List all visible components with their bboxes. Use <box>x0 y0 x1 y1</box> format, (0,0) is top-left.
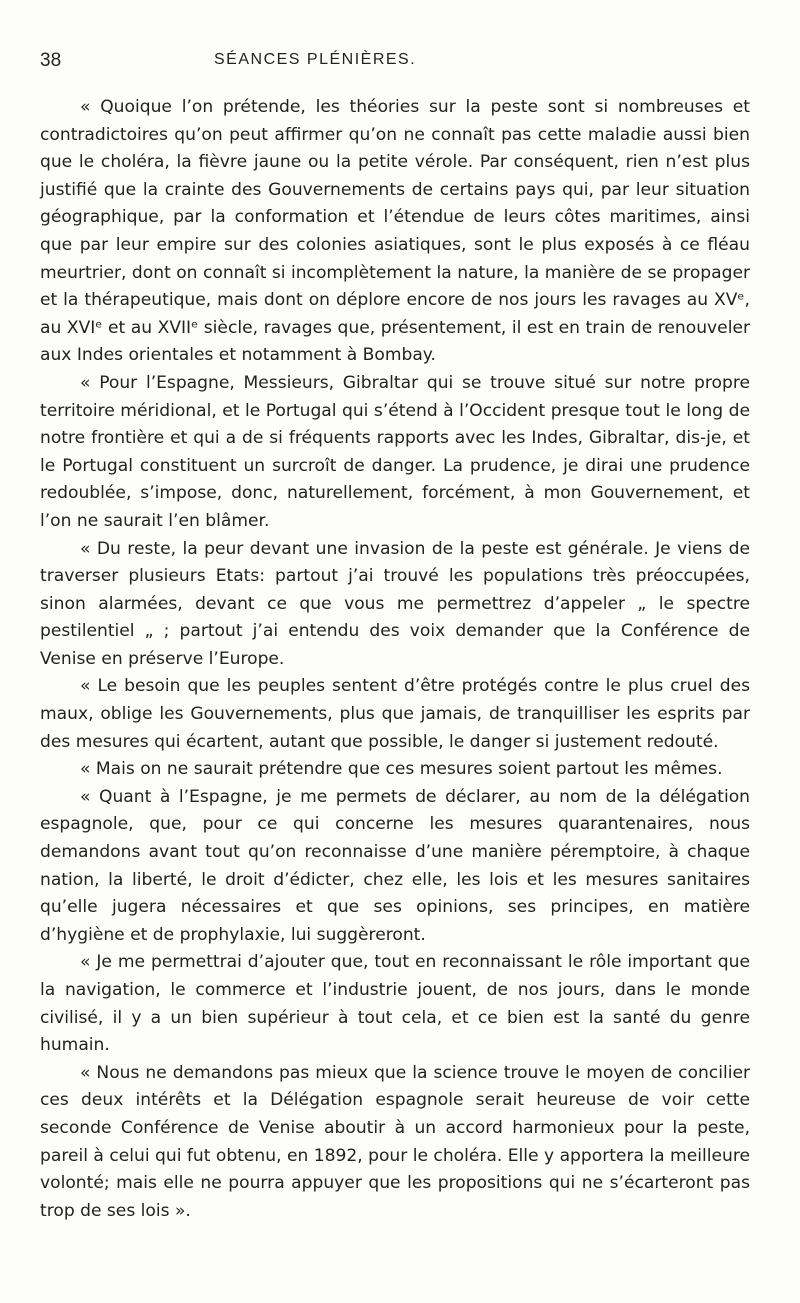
paragraph: « Mais on ne saurait prétendre que ces mesures soient partout les mêmes. <box>80 759 723 780</box>
paragraph: « Le besoin que les peuples sentent d’être protégés contre le plus cruel des maux, oblige les Gouvernements, plus que jamais, de tranquilliser les esprits par des mesures qui écartent, autant que possible, le danger si justement redouté. <box>40 676 750 752</box>
paragraph: « Quoique l’on prétende, les théories sur la peste sont si nombreuses et contradictoires qu’on peut affirmer qu’on ne connaît pas cette maladie aussi bien que le choléra, la fièvre jaune ou la petite vérole. Par conséquent, rien n’est plus justifié que la crainte des Gouvernements de certains pays qui, par leur situation géographique, par la conformation et l’étendue de leurs côtes maritimes, ainsi que par leur empire sur des colonies asiatiques, sont le plus exposés à ce fléau meurtrier, dont on connaît si incomplètement la nature, la manière de se propager et la thérapeutique, mais dont on déplore encore de nos jours les ravages au XVᵉ, au XVIᵉ et au XVIIᵉ siècle, ravages que, présentement, il est en train de renouveler aux Indes orientales et notamment à Bombay. <box>40 97 750 366</box>
paragraph: « Pour l’Espagne, Messieurs, Gibraltar qui se trouve situé sur notre propre territoire méridional, et le Portugal qui s’étend à l’Occident presque tout le long de notre frontière et qui a de si fréquents rapports avec les Indes, Gibraltar, dis-je, et le Portugal constituent un surcroît de danger. La prudence, je dirai une prudence redoublée, s’impose, donc, naturellement, forcément, à mon Gouvernement, et l’on ne saurait l’en blâmer. <box>40 372 750 531</box>
paragraph: « Je me permettrai d’ajouter que, tout en reconnaissant le rôle important que la navigation, le commerce et l’industrie jouent, de nos jours, dans le monde civilisé, il y a un bien supérieur à tout cela, et ce bien est la santé du genre humain. <box>40 952 750 1056</box>
page-header <box>40 50 760 78</box>
page-number: 38 <box>40 50 62 71</box>
body-text <box>40 94 750 1225</box>
paragraph: « Nous ne demandons pas mieux que la science trouve le moyen de concilier ces deux intérêts et la Délégation espagnole serait heureuse de voir cette seconde Conférence de Venise aboutir à un accord harmonieux pour la peste, pareil à celui qui fut obtenu, en 1892, pour le choléra. Elle y apportera la meilleure volonté; mais elle ne pourra appuyer que les propositions qui ne s’écarteront pas trop de ses lois ». <box>40 1062 750 1221</box>
paragraph: « Quant à l’Espagne, je me permets de déclarer, au nom de la délégation espagnole, que, pour ce qui concerne les mesures quarantenaires, nous demandons avant tout qu’on reconnaisse d’une manière péremptoire, à chaque nation, la liberté, le droit d’édicter, chez elle, les lois et les mesures sanitaires qu’elle jugera nécessaires et que ses opinions, ses principes, en matière d’hygiène et de prophylaxie, lui suggèreront. <box>40 786 750 945</box>
paragraph: « Du reste, la peur devant une invasion de la peste est générale. Je viens de traverser plusieurs Etats: partout j’ai trouvé les populations très préoccupées, sinon alarmées, devant ce que vous me permettrez d’appeler „ le spectre pestilentiel „ ; partout j’ai entendu des voix demander que la Conférence de Venise en préserve l’Europe. <box>40 538 750 669</box>
running-head: SÉANCES PLÉNIÈRES. <box>214 51 417 68</box>
